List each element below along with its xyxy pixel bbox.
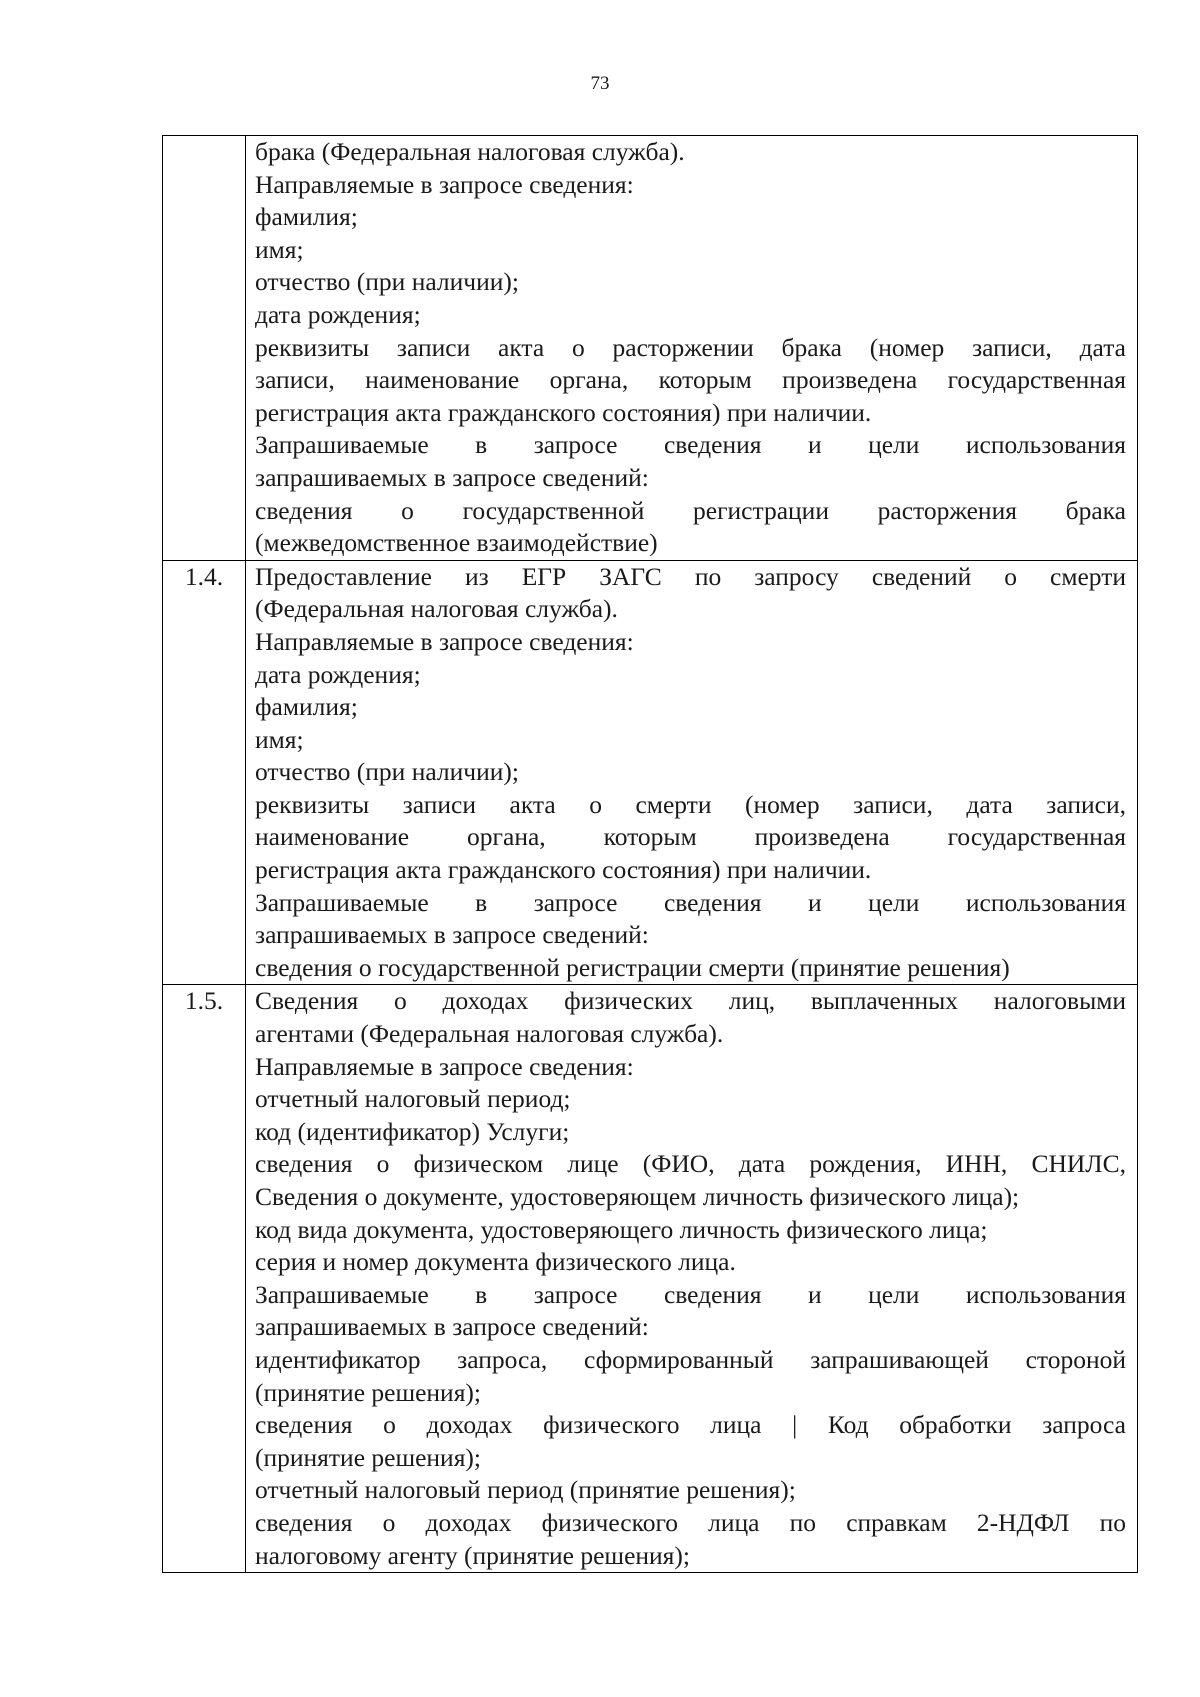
table-row — [163, 560, 1138, 985]
text-line: Направляемые в запросе сведения: — [255, 1051, 634, 1081]
text-line: Запрашиваемые в запросе сведения и цели использования — [255, 887, 1126, 917]
text-line: имя; — [255, 234, 304, 264]
text-line: Сведения о документе, удостоверяющем личность физического лица); — [255, 1182, 1020, 1211]
text-line: (межведомственное взаимодействие) — [255, 528, 658, 558]
text-line: запрашиваемых в запросе сведений: — [255, 920, 649, 950]
text-line: наименование органа, которым произведена государственная — [255, 822, 1126, 852]
row-number-cell: 1.5. — [163, 985, 246, 1573]
text-line: сведения о доходах физического лица | Код обработки запроса — [255, 1410, 1126, 1440]
text-line: реквизиты записи акта о смерти (номер записи, дата записи, — [255, 789, 1126, 819]
text-line: налоговому агенту (принятие решения); — [255, 1540, 690, 1570]
row-content-cell — [246, 136, 1138, 561]
page-number: 73 — [590, 73, 610, 94]
text-line: сведения о государственной регистрации расторжения брака — [255, 495, 1126, 525]
text-line: реквизиты записи акта о расторжении брака (номер записи, дата — [255, 332, 1126, 362]
text-line: агентами (Федеральная налоговая служба). — [255, 1019, 724, 1049]
text-line: регистрация акта гражданского состояния) при наличии. — [255, 855, 872, 885]
table-row — [163, 985, 1138, 1573]
text-line: идентификатор запроса, сформированный запрашивающей стороной — [255, 1344, 1126, 1374]
text-line: Направляемые в запросе сведения: — [255, 626, 634, 656]
text-line: имя; — [255, 724, 304, 754]
text-line: отчетный налоговый период (принятие решения); — [255, 1475, 796, 1505]
text-line: дата рождения; — [255, 659, 421, 689]
text-line: серия и номер документа физического лица. — [255, 1247, 736, 1277]
text-line: (принятие решения); — [255, 1442, 482, 1472]
row-content-cell — [246, 985, 1138, 1573]
text-line: (Федеральная налоговая служба). — [255, 594, 618, 624]
text-line: Запрашиваемые в запросе сведения и цели использования — [255, 430, 1126, 460]
text-line: отчетный налоговый период; — [255, 1084, 571, 1114]
text-line: запрашиваемых в запросе сведений: — [255, 462, 649, 492]
text-line: Предоставление из ЕГР ЗАГС по запросу сведений о смерти — [255, 561, 1126, 591]
text-line: регистрация акта гражданского состояния) при наличии. — [255, 397, 872, 427]
text-line: отчество (при наличии); — [255, 757, 519, 787]
text-line: Направляемые в запросе сведения: — [255, 169, 634, 199]
table-body — [163, 136, 1138, 1573]
text-line: код вида документа, удостоверяющего личность физического лица; — [255, 1214, 988, 1244]
text-line: код (идентификатор) Услуги; — [255, 1116, 570, 1146]
text-line: записи, наименование органа, которым произведена государственная — [255, 365, 1126, 395]
text-line: дата рождения; — [255, 299, 421, 329]
text-line: брака (Федеральная налоговая служба). — [255, 137, 685, 166]
row-content-cell — [246, 560, 1138, 985]
text-line: запрашиваемых в запросе сведений: — [255, 1312, 649, 1342]
row-number-cell: 1.4. — [163, 560, 246, 985]
text-line: фамилия; — [255, 202, 358, 232]
table-row — [163, 136, 1138, 561]
row-number-cell — [163, 136, 246, 561]
text-line: отчество (при наличии); — [255, 267, 519, 297]
text-line: (принятие решения); — [255, 1377, 482, 1407]
text-line: сведения о физическом лице (ФИО, дата рождения, ИНН, СНИЛС, — [255, 1149, 1126, 1179]
document-table — [162, 135, 1138, 1573]
text-line: сведения о доходах физического лица по справкам 2-НДФЛ по — [255, 1507, 1126, 1537]
text-line: Сведения о доходах физических лиц, выплаченных налоговыми — [255, 986, 1126, 1016]
text-line: фамилия; — [255, 692, 358, 722]
text-line: сведения о государственной регистрации смерти (принятие решения) — [255, 952, 1010, 982]
text-line: Запрашиваемые в запросе сведения и цели использования — [255, 1279, 1126, 1309]
